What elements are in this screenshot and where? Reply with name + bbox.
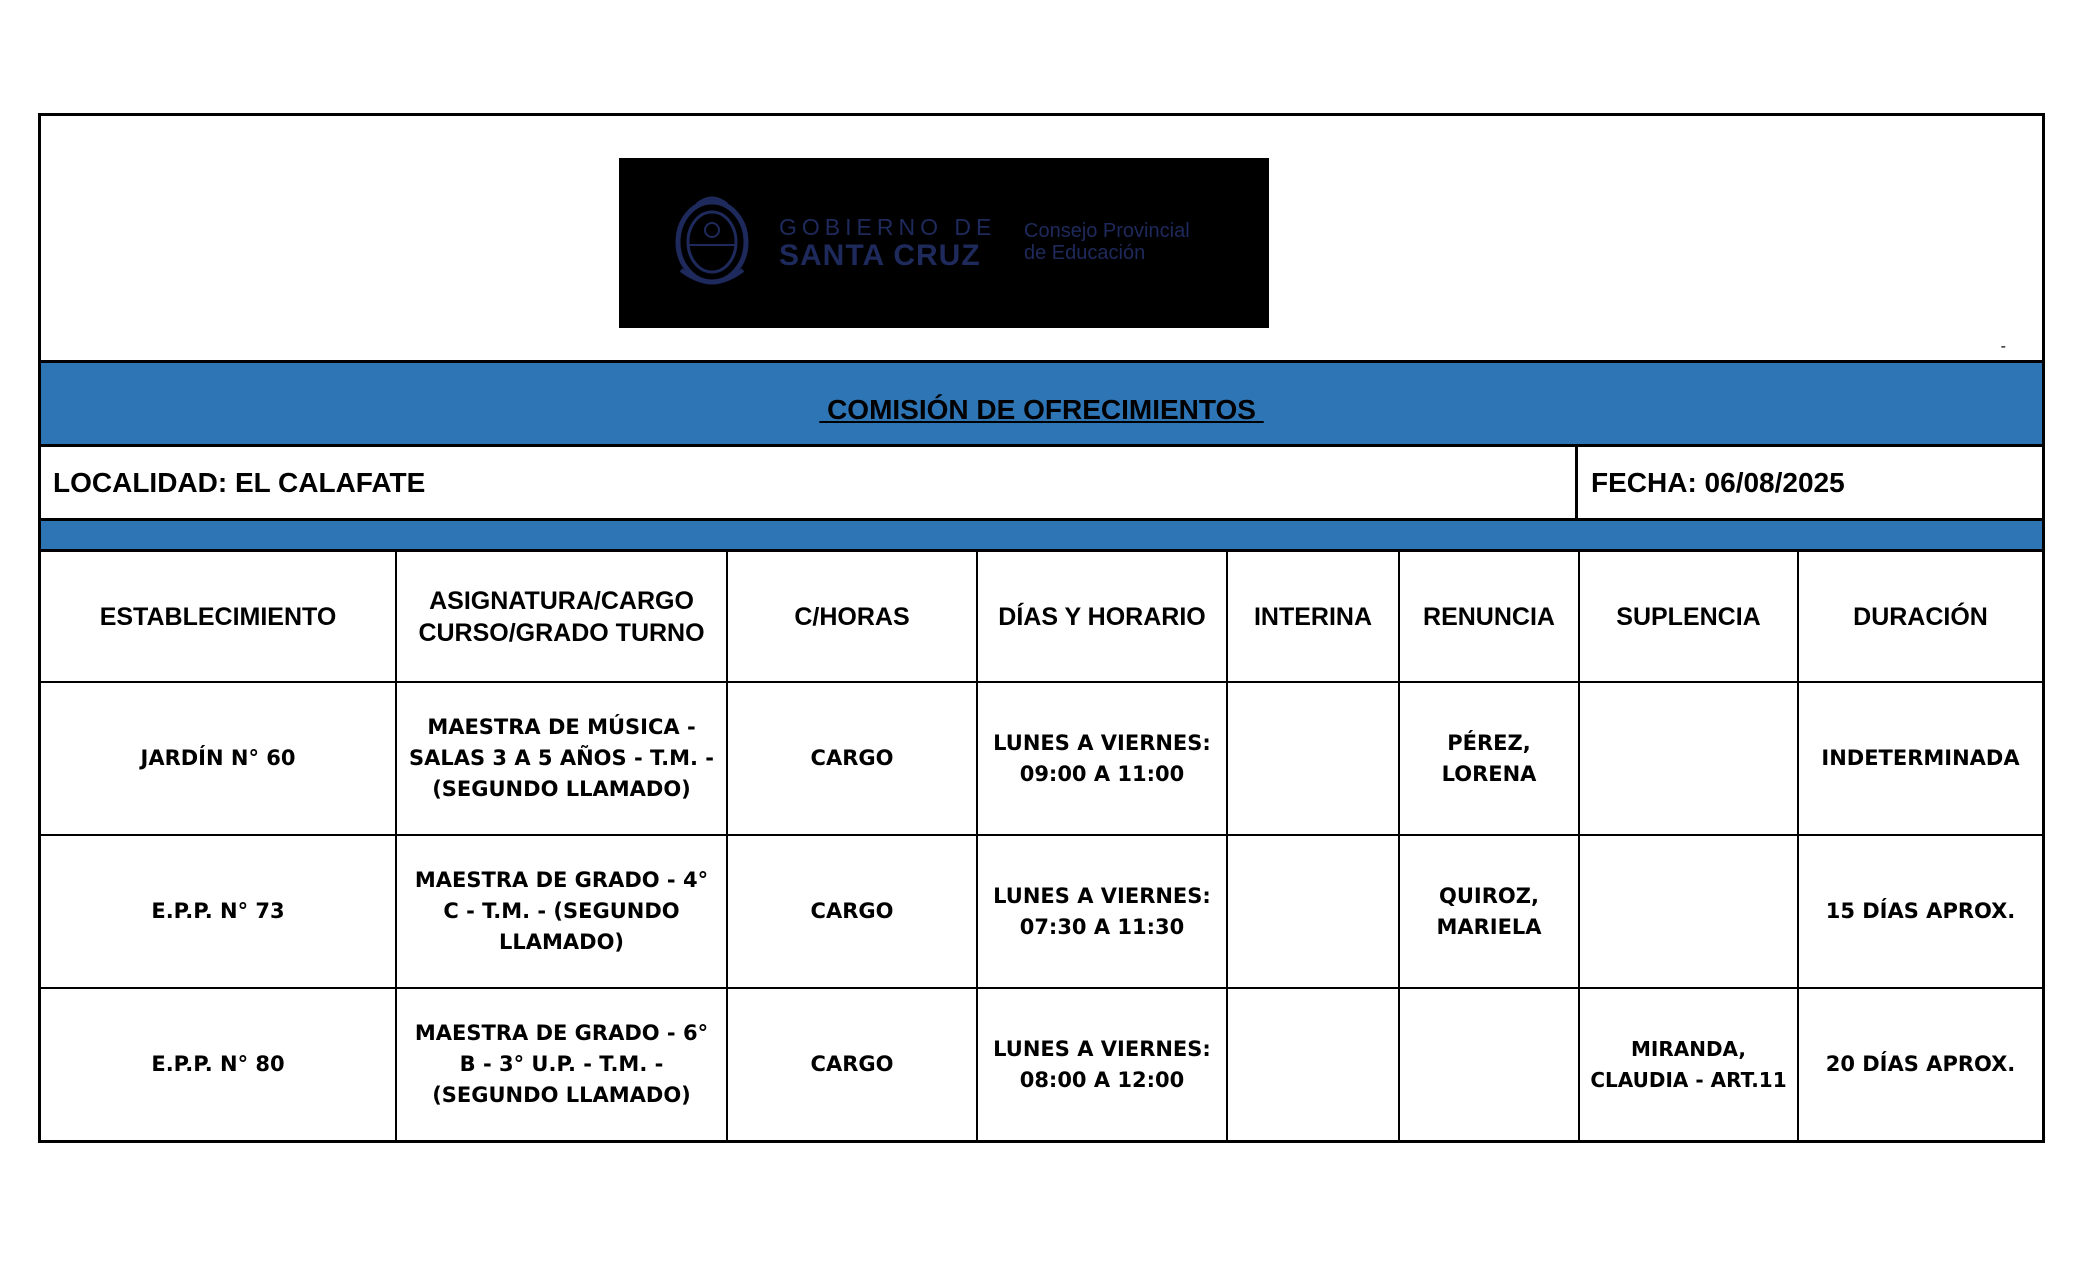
header-asignatura: ASIGNATURA/CARGO CURSO/GRADO TURNO [396,552,727,682]
cell-interina [1227,682,1399,835]
cell-renuncia: PÉREZ, LORENA [1399,682,1579,835]
table-row [41,835,2042,988]
date-label: FECHA: 06/08/2025 [1591,466,1845,498]
header-horas: C/HORAS [727,552,977,682]
government-name [779,216,996,271]
council-name-line1: Consejo Provincial [1024,220,1190,242]
cell-suplencia [1579,835,1798,988]
cell-horario: LUNES A VIERNES: 09:00 A 11:00 [977,682,1227,835]
cell-duracion: INDETERMINADA [1798,682,2042,835]
cell-establecimiento: JARDÍN N° 60 [41,682,396,835]
cell-duracion: 15 DÍAS APROX. [1798,835,2042,988]
cell-asignatura: MAESTRA DE GRADO - 4° C - T.M. - (SEGUNDO LLAMADO) [396,835,727,988]
provincial-seal-icon [667,190,757,296]
cell-interina [1227,835,1399,988]
table-header-row [41,552,2042,682]
cell-horario: LUNES A VIERNES: 08:00 A 12:00 [977,988,1227,1140]
cell-horas: CARGO [727,682,977,835]
info-row [41,447,2042,521]
title-banner [41,363,2042,447]
cell-horas: CARGO [727,835,977,988]
offers-table [41,552,2042,1140]
header-duracion: DURACIÓN [1798,552,2042,682]
table-row [41,988,2042,1140]
corner-mark: - [2000,338,2006,355]
header-establecimiento: ESTABLECIMIENTO [41,552,396,682]
cell-asignatura: MAESTRA DE GRADO - 6° B - 3° U.P. - T.M. - (SEGUNDO LLAMADO) [396,988,727,1140]
header-horario: DÍAS Y HORARIO [977,552,1227,682]
council-name-line2: de Educación [1024,242,1146,264]
council-name [1024,220,1190,264]
cell-establecimiento: E.P.P. N° 80 [41,988,396,1140]
offer-sheet [38,113,2045,1143]
header-suplencia: SUPLENCIA [1579,552,1798,682]
government-name-line1: GOBIERNO DE [779,214,997,240]
cell-establecimiento: E.P.P. N° 73 [41,835,396,988]
cell-horario: LUNES A VIERNES: 07:30 A 11:30 [977,835,1227,988]
cell-suplencia: MIRANDA, CLAUDIA - ART.11 [1579,988,1798,1140]
header-renuncia: RENUNCIA [1399,552,1579,682]
government-logo [619,158,1269,328]
cell-asignatura: MAESTRA DE MÚSICA - SALAS 3 A 5 AÑOS - T.M. - (SEGUNDO LLAMADO) [396,682,727,835]
cell-suplencia [1579,682,1798,835]
logo-header [41,116,2042,363]
cell-renuncia [1399,988,1579,1140]
cell-renuncia: QUIROZ, MARIELA [1399,835,1579,988]
locality-label: LOCALIDAD: EL CALAFATE [41,447,1578,518]
cell-horas: CARGO [727,988,977,1140]
table-row [41,682,2042,835]
cell-duracion: 20 DÍAS APROX. [1825,1052,2016,1076]
cell-interina [1227,988,1399,1140]
government-name-line2: SANTA CRUZ [779,239,981,272]
blue-separator [41,521,2042,552]
page-title: COMISIÓN DE OFRECIMIENTOS [819,393,1264,425]
header-interina: INTERINA [1227,552,1399,682]
